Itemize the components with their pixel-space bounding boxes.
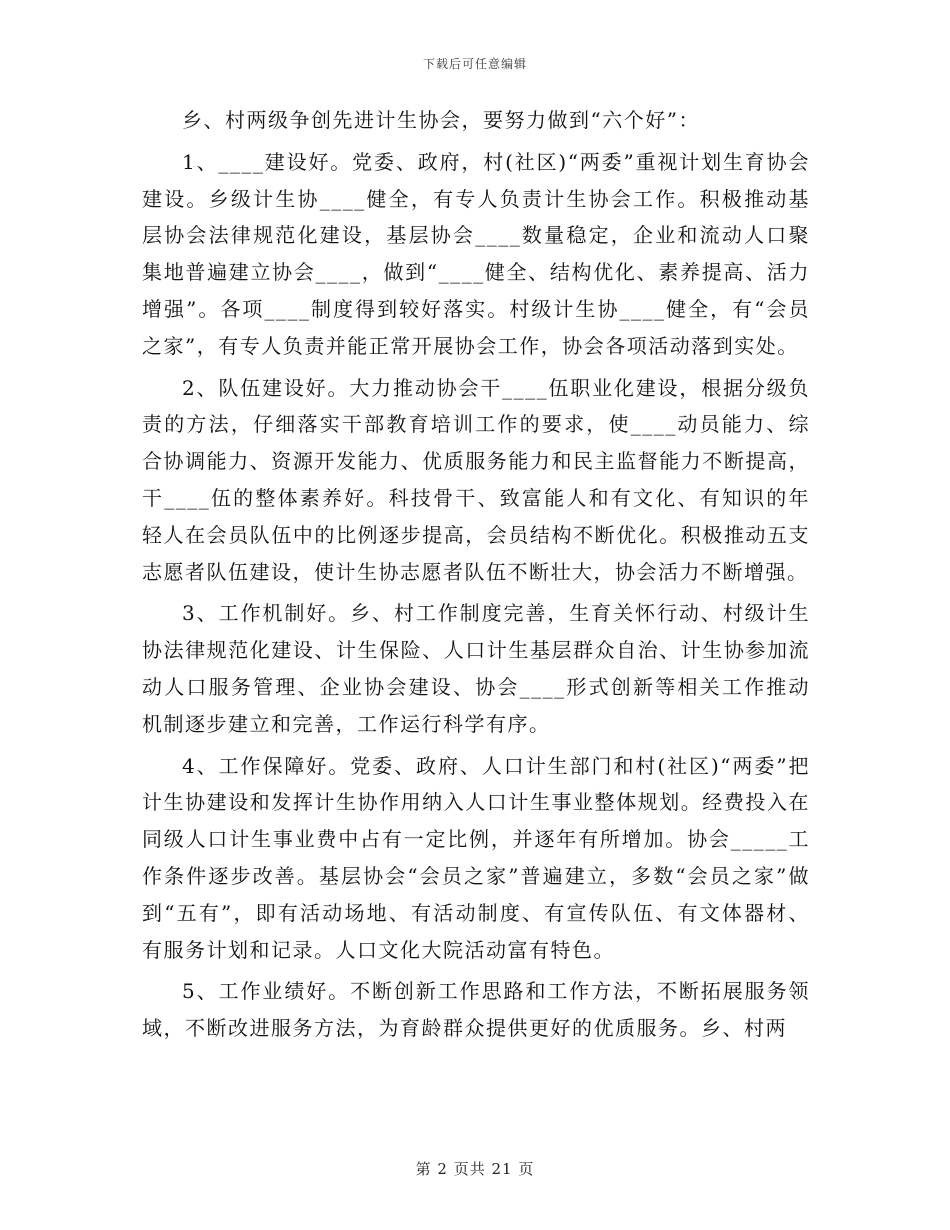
page-header: 下载后可任意编辑 xyxy=(422,57,527,71)
paragraph-intro: 乡、村两级争创先进计生协会，要努力做到“六个好”： xyxy=(182,108,700,132)
page-footer: 第 2 页共 21 页 xyxy=(415,1160,535,1178)
paragraph-item-4: 4、工作保障好。党委、政府、人口计生部门和村(社区)“两委”把计生协建设和发挥计生协作用纳入人口计生事业整体规划。经费投入在同级人口计生事业费中占有一定比例，并逐年有所增加。协会_____工作条件逐步改善。基层协会“会员之家”普遍建立，多数“会员之家”做到“五有”，即有活动场地、有活动制度、有宣传队伍、有文体器材、有服务计划和记录。人口文化大院活动富有特色。 xyxy=(142,753,810,962)
paragraph-item-1: 1、____建设好。党委、政府，村(社区)“两委”重视计划生育协会建设。乡级计生协____健全，有专人负责计生协会工作。积极推动基层协会法律规范化建设，基层协会____数量稳定，企业和流动人口聚集地普遍建立协会____，做到“____健全、结构优化、素养提高、活力增强”。各项____制度得到较好落实。村级计生协____健全，有“会员之家”，有专人负责并能正常开展协会工作，协会各项活动落到实处。 xyxy=(142,149,810,358)
paragraph-item-2: 2、队伍建设好。大力推动协会干____伍职业化建设，根据分级负责的方法，仔细落实干部教育培训工作的要求，使____动员能力、综合协调能力、资源开发能力、优质服务能力和民主监督能力不断提高，干____伍的整体素养好。科技骨干、致富能人和有文化、有知识的年轻人在会员队伍中的比例逐步提高，会员结构不断优化。积极推动五支志愿者队伍建设，使计生协志愿者队伍不断壮大，协会活力不断增强。 xyxy=(142,375,810,584)
paragraph-item-3: 3、工作机制好。乡、村工作制度完善，生育关怀行动、村级计生协法律规范化建设、计生保险、人口计生基层群众自治、计生协参加流动人口服务管理、企业协会建设、协会____形式创新等相关工作推动机制逐步建立和完善，工作运行科学有序。 xyxy=(142,601,810,736)
paragraph-item-5: 5、工作业绩好。不断创新工作思路和工作方法，不断拓展服务领域，不断改进服务方法，为育龄群众提供更好的优质服务。乡、村两 xyxy=(142,979,810,1041)
document-body xyxy=(142,102,810,1047)
